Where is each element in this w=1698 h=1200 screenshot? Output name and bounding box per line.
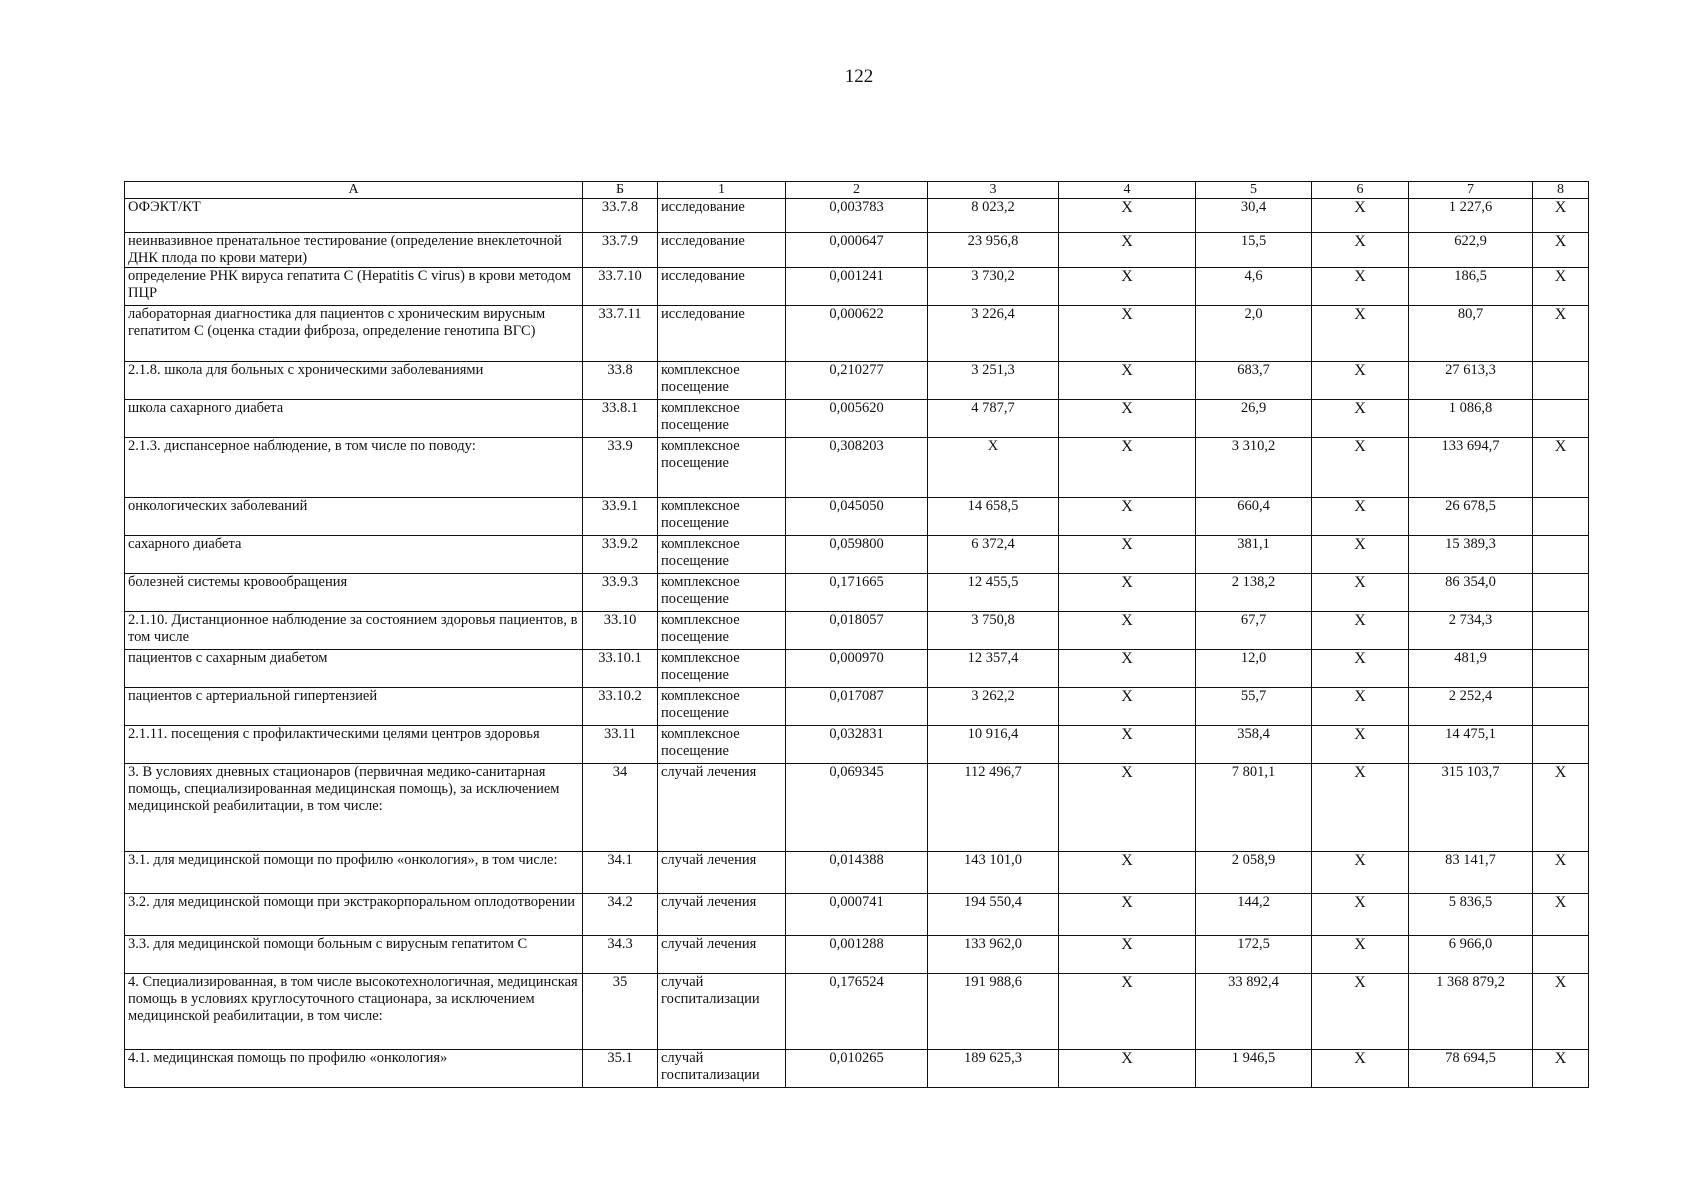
row-label: ОФЭКТ/КТ	[125, 199, 583, 233]
row-code: 33.8.1	[583, 400, 658, 438]
row-col-2: 0,210277	[786, 362, 928, 400]
table-row	[125, 199, 1589, 233]
row-col-5: 4,6	[1196, 268, 1312, 306]
row-col-3: 10 916,4	[928, 726, 1059, 764]
row-col-4: X	[1059, 974, 1196, 1050]
row-col-3: 3 750,8	[928, 612, 1059, 650]
row-label: лабораторная диагностика для пациентов с хроническим вирусным гепатитом С (оценка стадии фиброза, определение генотипа ВГС)	[125, 306, 583, 362]
row-col-5: 33 892,4	[1196, 974, 1312, 1050]
row-col-7: 26 678,5	[1409, 498, 1533, 536]
row-col-8: X	[1533, 852, 1589, 894]
row-col-7: 133 694,7	[1409, 438, 1533, 498]
row-label: 2.1.11. посещения с профилактическими целями центров здоровья	[125, 726, 583, 764]
row-col-3: 143 101,0	[928, 852, 1059, 894]
row-col-2: 0,003783	[786, 199, 928, 233]
row-col-4: X	[1059, 936, 1196, 974]
table-row	[125, 852, 1589, 894]
row-col-5: 381,1	[1196, 536, 1312, 574]
row-col-8: X	[1533, 306, 1589, 362]
row-col-5: 55,7	[1196, 688, 1312, 726]
row-col-5: 67,7	[1196, 612, 1312, 650]
row-col-2: 0,059800	[786, 536, 928, 574]
row-col-6: X	[1312, 1050, 1409, 1088]
row-col-6: X	[1312, 974, 1409, 1050]
row-label: пациентов с сахарным диабетом	[125, 650, 583, 688]
row-col-7: 78 694,5	[1409, 1050, 1533, 1088]
table-row	[125, 362, 1589, 400]
row-col-2: 0,000741	[786, 894, 928, 936]
row-col-6: X	[1312, 438, 1409, 498]
row-unit: комплексное посещение	[658, 400, 786, 438]
row-col-2: 0,176524	[786, 974, 928, 1050]
row-col-4: X	[1059, 1050, 1196, 1088]
row-col-7: 1 368 879,2	[1409, 974, 1533, 1050]
row-col-3: 191 988,6	[928, 974, 1059, 1050]
row-code: 33.9.2	[583, 536, 658, 574]
row-col-5: 660,4	[1196, 498, 1312, 536]
row-unit: случай лечения	[658, 764, 786, 852]
row-code: 34	[583, 764, 658, 852]
row-col-2: 0,018057	[786, 612, 928, 650]
row-col-8	[1533, 536, 1589, 574]
row-col-4: X	[1059, 306, 1196, 362]
row-col-8	[1533, 574, 1589, 612]
row-col-5: 172,5	[1196, 936, 1312, 974]
row-unit: исследование	[658, 199, 786, 233]
row-label: 4.1. медицинская помощь по профилю «онкология»	[125, 1050, 583, 1088]
row-col-8	[1533, 612, 1589, 650]
row-col-2: 0,000647	[786, 233, 928, 268]
row-col-7: 14 475,1	[1409, 726, 1533, 764]
row-col-2: 0,069345	[786, 764, 928, 852]
row-col-6: X	[1312, 199, 1409, 233]
row-col-5: 3 310,2	[1196, 438, 1312, 498]
row-code: 34.3	[583, 936, 658, 974]
row-col-8: X	[1533, 764, 1589, 852]
row-col-8	[1533, 936, 1589, 974]
row-col-8: X	[1533, 199, 1589, 233]
row-col-7: 2 734,3	[1409, 612, 1533, 650]
table-row	[125, 650, 1589, 688]
row-col-4: X	[1059, 574, 1196, 612]
column-header: 7	[1409, 182, 1533, 199]
row-unit: комплексное посещение	[658, 726, 786, 764]
row-col-7: 1 227,6	[1409, 199, 1533, 233]
row-col-8	[1533, 498, 1589, 536]
row-col-4: X	[1059, 612, 1196, 650]
row-col-6: X	[1312, 936, 1409, 974]
row-code: 33.10.1	[583, 650, 658, 688]
row-col-2: 0,014388	[786, 852, 928, 894]
row-code: 33.9.1	[583, 498, 658, 536]
row-unit: комплексное посещение	[658, 438, 786, 498]
row-col-6: X	[1312, 612, 1409, 650]
column-header: Б	[583, 182, 658, 199]
column-header: 8	[1533, 182, 1589, 199]
row-col-5: 26,9	[1196, 400, 1312, 438]
table-row	[125, 726, 1589, 764]
row-col-4: X	[1059, 650, 1196, 688]
row-code: 33.11	[583, 726, 658, 764]
row-col-3: 3 251,3	[928, 362, 1059, 400]
table-row	[125, 536, 1589, 574]
row-col-5: 2,0	[1196, 306, 1312, 362]
row-col-5: 1 946,5	[1196, 1050, 1312, 1088]
row-col-3: 14 658,5	[928, 498, 1059, 536]
row-unit: случай лечения	[658, 852, 786, 894]
row-col-6: X	[1312, 268, 1409, 306]
row-col-5: 683,7	[1196, 362, 1312, 400]
row-col-7: 315 103,7	[1409, 764, 1533, 852]
row-label: определение РНК вируса гепатита С (Hepatitis С virus) в крови методом ПЦР	[125, 268, 583, 306]
row-col-8: X	[1533, 233, 1589, 268]
row-col-2: 0,308203	[786, 438, 928, 498]
table-row	[125, 612, 1589, 650]
column-header: 3	[928, 182, 1059, 199]
row-col-2: 0,000622	[786, 306, 928, 362]
row-code: 34.1	[583, 852, 658, 894]
row-col-3: 3 226,4	[928, 306, 1059, 362]
row-col-7: 6 966,0	[1409, 936, 1533, 974]
row-label: 2.1.10. Дистанционное наблюдение за состоянием здоровья пациентов, в том числе	[125, 612, 583, 650]
row-unit: случай госпитализации	[658, 974, 786, 1050]
row-col-6: X	[1312, 688, 1409, 726]
row-col-3: 12 455,5	[928, 574, 1059, 612]
row-unit: случай госпитализации	[658, 1050, 786, 1088]
row-unit: исследование	[658, 233, 786, 268]
row-col-3: 3 262,2	[928, 688, 1059, 726]
row-col-4: X	[1059, 764, 1196, 852]
row-col-3: 8 023,2	[928, 199, 1059, 233]
row-col-2: 0,032831	[786, 726, 928, 764]
row-label: пациентов с артериальной гипертензией	[125, 688, 583, 726]
row-col-3: 4 787,7	[928, 400, 1059, 438]
row-col-7: 622,9	[1409, 233, 1533, 268]
row-col-6: X	[1312, 852, 1409, 894]
row-col-6: X	[1312, 650, 1409, 688]
row-code: 33.9	[583, 438, 658, 498]
row-col-7: 5 836,5	[1409, 894, 1533, 936]
row-col-4: X	[1059, 233, 1196, 268]
row-col-2: 0,045050	[786, 498, 928, 536]
row-col-8	[1533, 688, 1589, 726]
row-col-5: 358,4	[1196, 726, 1312, 764]
row-col-4: X	[1059, 894, 1196, 936]
row-col-8	[1533, 650, 1589, 688]
row-col-7: 186,5	[1409, 268, 1533, 306]
row-label: школа сахарного диабета	[125, 400, 583, 438]
row-unit: случай лечения	[658, 936, 786, 974]
row-code: 33.7.10	[583, 268, 658, 306]
row-col-7: 481,9	[1409, 650, 1533, 688]
row-unit: комплексное посещение	[658, 574, 786, 612]
row-code: 33.7.8	[583, 199, 658, 233]
row-col-2: 0,000970	[786, 650, 928, 688]
row-col-5: 12,0	[1196, 650, 1312, 688]
row-col-3: X	[928, 438, 1059, 498]
row-col-3: 12 357,4	[928, 650, 1059, 688]
table-row	[125, 498, 1589, 536]
row-col-2: 0,001288	[786, 936, 928, 974]
row-col-6: X	[1312, 400, 1409, 438]
row-col-4: X	[1059, 199, 1196, 233]
row-col-8: X	[1533, 268, 1589, 306]
table-header-row	[125, 182, 1589, 199]
row-col-4: X	[1059, 362, 1196, 400]
table-row	[125, 574, 1589, 612]
table-row	[125, 1050, 1589, 1088]
row-col-5: 30,4	[1196, 199, 1312, 233]
row-label: болезней системы кровообращения	[125, 574, 583, 612]
row-unit: комплексное посещение	[658, 650, 786, 688]
row-unit: комплексное посещение	[658, 612, 786, 650]
row-col-8	[1533, 726, 1589, 764]
row-col-6: X	[1312, 726, 1409, 764]
table-row	[125, 894, 1589, 936]
row-col-6: X	[1312, 306, 1409, 362]
row-col-5: 15,5	[1196, 233, 1312, 268]
table-row	[125, 233, 1589, 268]
row-col-8: X	[1533, 438, 1589, 498]
row-col-4: X	[1059, 852, 1196, 894]
row-col-6: X	[1312, 764, 1409, 852]
row-col-2: 0,017087	[786, 688, 928, 726]
row-unit: комплексное посещение	[658, 498, 786, 536]
row-col-4: X	[1059, 438, 1196, 498]
row-label: 3.3. для медицинской помощи больным с вирусным гепатитом С	[125, 936, 583, 974]
row-col-3: 3 730,2	[928, 268, 1059, 306]
row-code: 33.7.9	[583, 233, 658, 268]
row-col-2: 0,010265	[786, 1050, 928, 1088]
row-unit: комплексное посещение	[658, 362, 786, 400]
row-code: 35.1	[583, 1050, 658, 1088]
row-code: 35	[583, 974, 658, 1050]
column-header: 5	[1196, 182, 1312, 199]
row-label: 4. Специализированная, в том числе высокотехнологичная, медицинская помощь в условиях круглосуточного стационара, за исключением медицинской реабилитации, в том числе:	[125, 974, 583, 1050]
row-code: 33.10.2	[583, 688, 658, 726]
row-unit: комплексное посещение	[658, 688, 786, 726]
row-label: 3.2. для медицинской помощи при экстракорпоральном оплодотворении	[125, 894, 583, 936]
row-col-2: 0,171665	[786, 574, 928, 612]
row-label: неинвазивное пренатальное тестирование (определение внеклеточной ДНК плода по крови матери)	[125, 233, 583, 268]
row-label: 3.1. для медицинской помощи по профилю «онкология», в том числе:	[125, 852, 583, 894]
row-col-6: X	[1312, 233, 1409, 268]
row-code: 33.10	[583, 612, 658, 650]
row-col-8	[1533, 362, 1589, 400]
row-col-6: X	[1312, 574, 1409, 612]
row-col-7: 27 613,3	[1409, 362, 1533, 400]
row-col-4: X	[1059, 688, 1196, 726]
row-col-3: 189 625,3	[928, 1050, 1059, 1088]
row-col-3: 133 962,0	[928, 936, 1059, 974]
row-col-3: 23 956,8	[928, 233, 1059, 268]
row-col-8: X	[1533, 894, 1589, 936]
row-code: 34.2	[583, 894, 658, 936]
row-col-7: 83 141,7	[1409, 852, 1533, 894]
table-row	[125, 268, 1589, 306]
table-row	[125, 936, 1589, 974]
row-col-7: 86 354,0	[1409, 574, 1533, 612]
row-code: 33.8	[583, 362, 658, 400]
row-col-3: 112 496,7	[928, 764, 1059, 852]
column-header: 1	[658, 182, 786, 199]
row-col-4: X	[1059, 268, 1196, 306]
row-unit: исследование	[658, 268, 786, 306]
row-col-2: 0,001241	[786, 268, 928, 306]
row-col-6: X	[1312, 498, 1409, 536]
row-col-4: X	[1059, 726, 1196, 764]
column-header: 6	[1312, 182, 1409, 199]
row-col-3: 6 372,4	[928, 536, 1059, 574]
row-col-5: 7 801,1	[1196, 764, 1312, 852]
row-col-5: 2 058,9	[1196, 852, 1312, 894]
row-col-5: 2 138,2	[1196, 574, 1312, 612]
table-row	[125, 764, 1589, 852]
row-unit: комплексное посещение	[658, 536, 786, 574]
row-col-6: X	[1312, 536, 1409, 574]
row-code: 33.7.11	[583, 306, 658, 362]
table-row	[125, 438, 1589, 498]
table-row	[125, 974, 1589, 1050]
column-header: А	[125, 182, 583, 199]
row-label: сахарного диабета	[125, 536, 583, 574]
row-label: 2.1.3. диспансерное наблюдение, в том числе по поводу:	[125, 438, 583, 498]
row-col-7: 15 389,3	[1409, 536, 1533, 574]
row-col-8: X	[1533, 974, 1589, 1050]
row-col-7: 2 252,4	[1409, 688, 1533, 726]
row-col-6: X	[1312, 362, 1409, 400]
row-label: 3. В условиях дневных стационаров (первичная медико-санитарная помощь, специализированная медицинская помощь), за исключением медицинской реабилитации, в том числе:	[125, 764, 583, 852]
data-table	[124, 181, 1589, 1088]
row-col-2: 0,005620	[786, 400, 928, 438]
row-col-3: 194 550,4	[928, 894, 1059, 936]
row-col-8	[1533, 400, 1589, 438]
row-col-4: X	[1059, 498, 1196, 536]
row-label: 2.1.8. школа для больных с хроническими заболеваниями	[125, 362, 583, 400]
row-code: 33.9.3	[583, 574, 658, 612]
row-col-7: 1 086,8	[1409, 400, 1533, 438]
table-row	[125, 688, 1589, 726]
row-label: онкологических заболеваний	[125, 498, 583, 536]
row-col-4: X	[1059, 536, 1196, 574]
column-header: 2	[786, 182, 928, 199]
table-row	[125, 400, 1589, 438]
row-unit: случай лечения	[658, 894, 786, 936]
row-unit: исследование	[658, 306, 786, 362]
row-col-5: 144,2	[1196, 894, 1312, 936]
table-row	[125, 306, 1589, 362]
column-header: 4	[1059, 182, 1196, 199]
row-col-6: X	[1312, 894, 1409, 936]
page-number: 122	[844, 66, 874, 87]
row-col-8: X	[1533, 1050, 1589, 1088]
row-col-7: 80,7	[1409, 306, 1533, 362]
row-col-4: X	[1059, 400, 1196, 438]
